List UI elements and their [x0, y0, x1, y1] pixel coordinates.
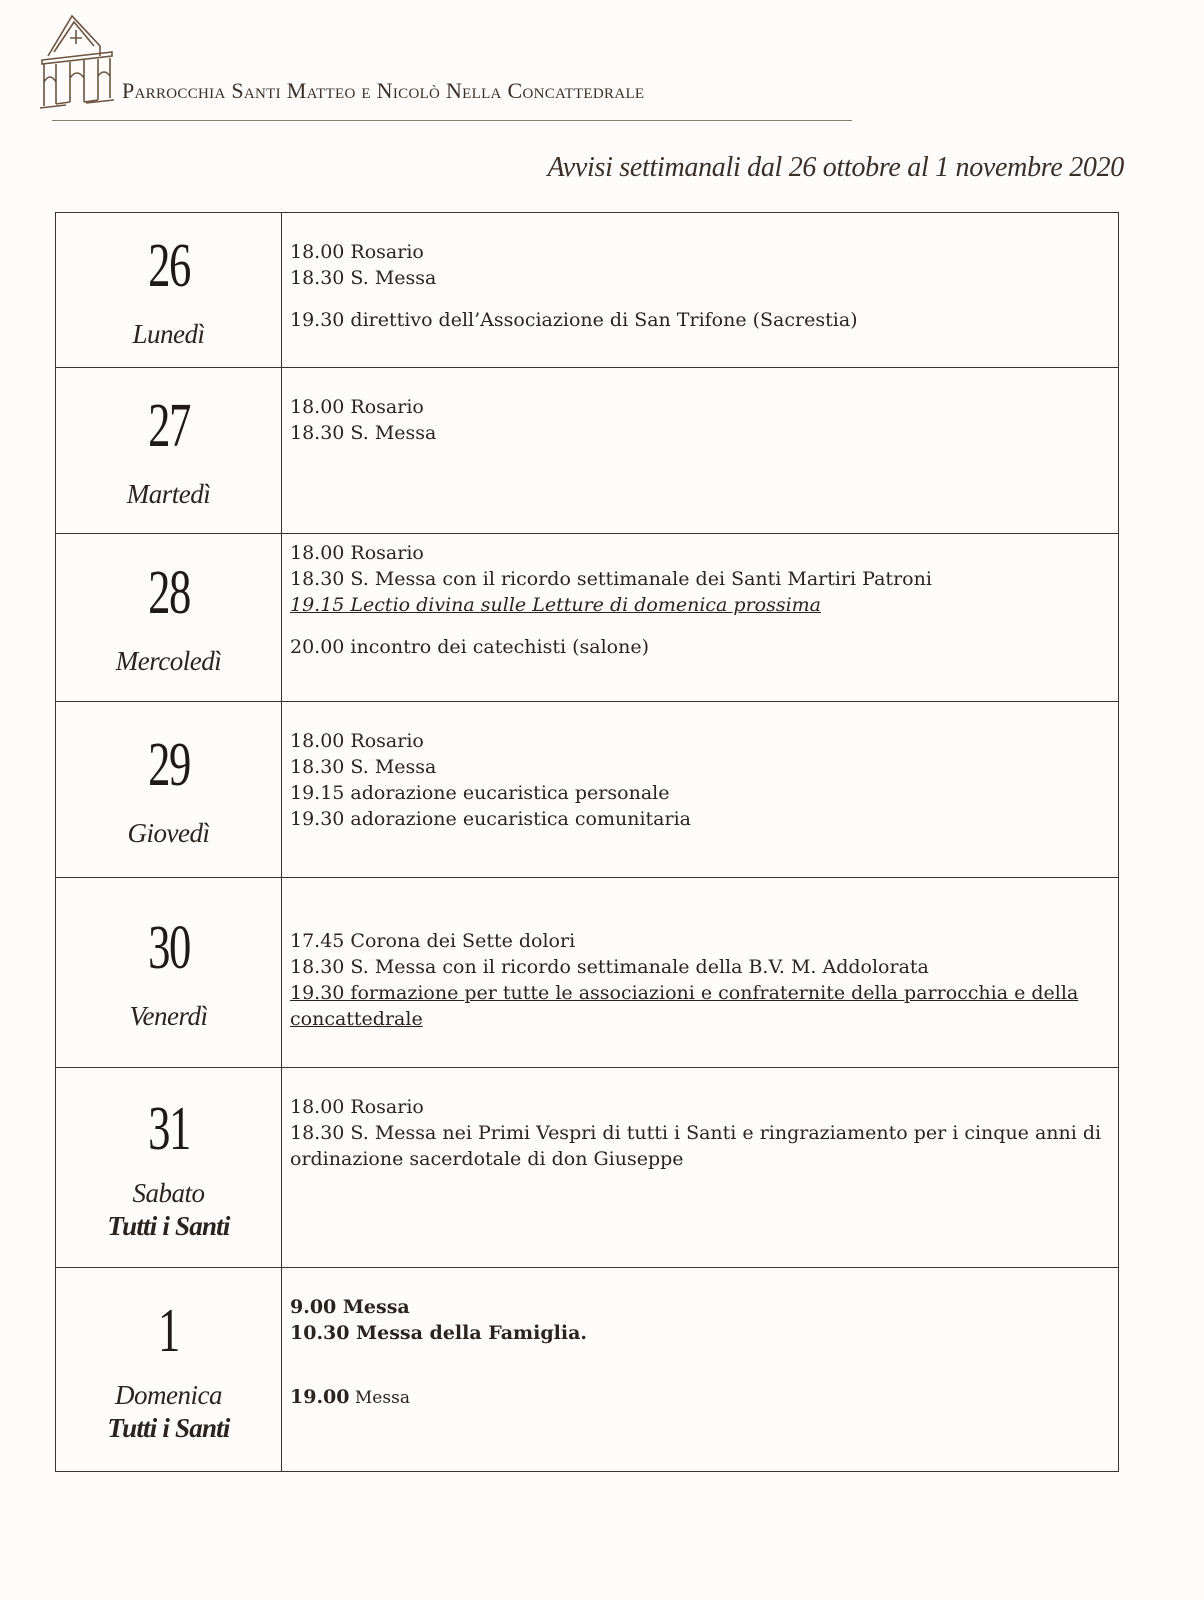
day-feast: Tutti i Santi: [107, 1412, 230, 1443]
header-divider: [52, 120, 852, 121]
events-cell: [282, 1268, 1118, 1471]
schedule-row: [56, 701, 1118, 877]
event-item: 18.00 Rosario: [290, 241, 424, 263]
day-name: Venerdì: [129, 1001, 208, 1031]
event-item: 19.00 Messa: [290, 1386, 410, 1408]
day-number: 31: [147, 1094, 190, 1163]
day-name: Domenica: [115, 1379, 222, 1410]
event-item: 19.15 Lectio divina sulle Letture di domenica prossima: [290, 594, 822, 616]
day-cell: [56, 1068, 282, 1267]
day-name: Martedì: [126, 479, 211, 509]
events-cell: [282, 213, 1118, 367]
day-cell: [56, 1268, 282, 1471]
event-item: 18.30 S. Messa: [290, 756, 437, 778]
day-cell: [56, 368, 282, 533]
schedule-row: [56, 877, 1118, 1067]
schedule-row: [56, 213, 1118, 367]
day-name: Sabato: [132, 1177, 205, 1208]
schedule-row: [56, 367, 1118, 533]
day-number: 27: [147, 392, 190, 460]
event-item: 17.45 Corona dei Sette dolori: [290, 930, 576, 952]
day-number: 28: [147, 559, 190, 627]
event-item: 19.30 formazione per tutte le associazioni e confraternite della parrocchia e della concattedrale: [290, 982, 1079, 1030]
parish-name: Parrocchia Santi Matteo e Nicolò Nella Concattedrale: [122, 78, 645, 103]
day-number: 26: [147, 231, 190, 300]
day-number: 29: [147, 731, 190, 799]
weekly-schedule-table: [55, 212, 1119, 1472]
day-cell: [56, 534, 282, 701]
day-name: Lunedì: [132, 318, 205, 349]
events-cell: [282, 534, 1118, 701]
page-subtitle: Avvisi settimanali dal 26 ottobre al 1 novembre 2020: [547, 152, 1124, 183]
schedule-row: [56, 1067, 1118, 1267]
event-item: 18.30 S. Messa con il ricordo settimanale della B.V. M. Addolorata: [290, 956, 929, 978]
event-item: 18.00 Rosario: [290, 730, 424, 752]
event-item: 18.30 S. Messa: [290, 267, 437, 289]
event-item: 18.30 S. Messa nei Primi Vespri di tutti i Santi e ringraziamento per i cinque anni di ordinazione sacerdotale di don Giuseppe: [290, 1122, 1102, 1170]
event-item: 10.30 Messa della Famiglia.: [290, 1322, 588, 1344]
event-item: 18.00 Rosario: [290, 396, 424, 418]
day-name: Giovedì: [127, 818, 210, 848]
day-cell: [56, 878, 282, 1067]
event-item: 19.30 adorazione eucaristica comunitaria: [290, 808, 691, 830]
event-item: 9.00 Messa: [290, 1296, 410, 1318]
event-item: 18.30 S. Messa con il ricordo settimanale dei Santi Martiri Patroni: [290, 568, 932, 590]
event-item: 19.30 direttivo dell’Associazione di San Trifone (Sacrestia): [290, 309, 858, 331]
day-number: 30: [147, 914, 190, 982]
day-cell: [56, 213, 282, 367]
event-item: 18.00 Rosario: [290, 1096, 424, 1118]
schedule-row: [56, 1267, 1118, 1471]
events-cell: [282, 878, 1118, 1067]
day-name: Mercoledì: [115, 646, 222, 676]
event-item: 20.00 incontro dei catechisti (salone): [290, 636, 649, 658]
event-item: 18.30 S. Messa: [290, 422, 437, 444]
schedule-row: [56, 533, 1118, 701]
event-item: 18.00 Rosario: [290, 542, 424, 564]
day-feast: Tutti i Santi: [107, 1210, 230, 1241]
events-cell: [282, 702, 1118, 877]
events-cell: [282, 1068, 1118, 1267]
day-number: 1: [158, 1296, 179, 1365]
church-logo-icon: [36, 12, 118, 112]
event-item: 19.15 adorazione eucaristica personale: [290, 782, 670, 804]
letterhead: [36, 12, 856, 124]
day-cell: [56, 702, 282, 877]
events-cell: [282, 368, 1118, 533]
